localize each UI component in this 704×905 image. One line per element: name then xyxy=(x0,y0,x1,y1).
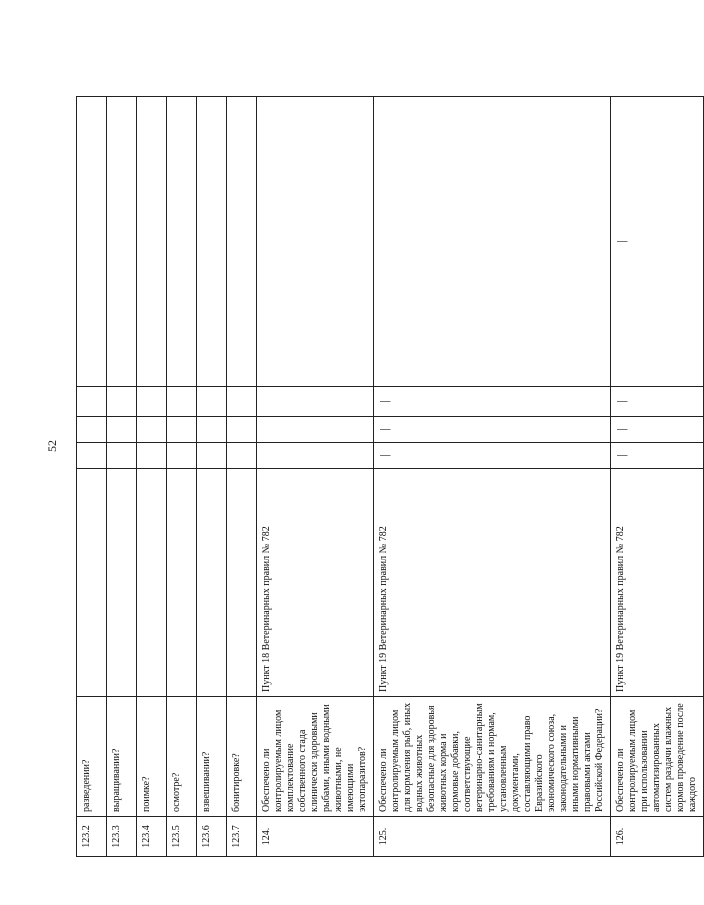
note-cell xyxy=(197,97,227,387)
checklist-body xyxy=(77,97,704,857)
answer-na-cell: | xyxy=(611,387,704,417)
item-number: 123.3 xyxy=(107,817,137,857)
item-question: взвешивании? xyxy=(197,697,227,817)
item-question: поимке? xyxy=(137,697,167,817)
item-number: 123.6 xyxy=(197,817,227,857)
answer-yes-cell xyxy=(77,443,107,469)
table-row xyxy=(374,97,611,857)
item-requisites xyxy=(137,469,167,697)
answer-na-cell xyxy=(167,387,197,417)
note-cell: | xyxy=(611,97,704,387)
answer-yes-cell xyxy=(227,443,257,469)
answer-na-cell xyxy=(107,387,137,417)
item-requisites: Пункт 18 Ветеринарных правил № 782 xyxy=(257,469,374,697)
answer-no-cell xyxy=(77,417,107,443)
note-cell xyxy=(374,97,611,387)
answer-no-cell xyxy=(197,417,227,443)
item-number: 125. xyxy=(374,817,611,857)
item-requisites xyxy=(77,469,107,697)
note-cell xyxy=(137,97,167,387)
answer-yes-cell xyxy=(107,443,137,469)
item-number: 126. xyxy=(611,817,704,857)
answer-no-cell xyxy=(107,417,137,443)
answer-no-cell xyxy=(137,417,167,443)
answer-yes-cell: | xyxy=(374,443,611,469)
item-requisites: Пункт 19 Ветеринарных правил № 782 xyxy=(611,469,704,697)
checklist-table xyxy=(76,96,704,857)
answer-yes-cell xyxy=(257,443,374,469)
answer-no-cell xyxy=(257,417,374,443)
answer-yes-cell: | xyxy=(611,443,704,469)
item-question: разведении? xyxy=(77,697,107,817)
table-row xyxy=(77,97,107,857)
note-cell xyxy=(257,97,374,387)
table-row xyxy=(167,97,197,857)
answer-no-cell xyxy=(167,417,197,443)
answer-na-cell xyxy=(77,387,107,417)
item-question: Обеспечено ли контролируемым лицом для кормления рыб, иных водных животных безопасные для здоровья животных корма и кормовые добавки, соответствующие ветеринарно-санитарным требованиям и нормам, установленным документами, составляющими право Евразийского экономического союза, законодательными и иными нормативными правовыми актами Российской Федерации? xyxy=(374,697,611,817)
item-question: осмотре? xyxy=(167,697,197,817)
answer-na-cell: | xyxy=(374,387,611,417)
item-number: 123.5 xyxy=(167,817,197,857)
item-number: 123.7 xyxy=(227,817,257,857)
note-cell xyxy=(107,97,137,387)
answer-yes-cell xyxy=(167,443,197,469)
item-requisites xyxy=(167,469,197,697)
table-row xyxy=(257,97,374,857)
table-row xyxy=(137,97,167,857)
answer-na-cell xyxy=(257,387,374,417)
page-number: 52 xyxy=(45,440,59,452)
answer-yes-cell xyxy=(137,443,167,469)
item-number: 123.4 xyxy=(137,817,167,857)
answer-na-cell xyxy=(197,387,227,417)
answer-yes-cell xyxy=(197,443,227,469)
answer-no-cell: | xyxy=(374,417,611,443)
item-requisites: Пункт 19 Ветеринарных правил № 782 xyxy=(374,469,611,697)
answer-na-cell xyxy=(137,387,167,417)
checklist-table-wrapper xyxy=(76,97,698,857)
note-cell xyxy=(167,97,197,387)
note-cell xyxy=(227,97,257,387)
item-number: 124. xyxy=(257,817,374,857)
item-requisites xyxy=(227,469,257,697)
table-row xyxy=(227,97,257,857)
answer-no-cell: | xyxy=(611,417,704,443)
table-row xyxy=(197,97,227,857)
item-question: Обеспечено ли контролируемым лицом при использовании автоматизированных систем раздачи влажных кормов проведение после каждого xyxy=(611,697,704,817)
item-question: выращивании? xyxy=(107,697,137,817)
item-question: Обеспечено ли контролируемым лицом комплектование собственного стада клинически здоровыми рыбами, иными водными животными, не имеющими эктопаразитов? xyxy=(257,697,374,817)
item-number: 123.2 xyxy=(77,817,107,857)
item-question: бонитировке? xyxy=(227,697,257,817)
answer-no-cell xyxy=(227,417,257,443)
item-requisites xyxy=(107,469,137,697)
answer-na-cell xyxy=(227,387,257,417)
note-cell xyxy=(77,97,107,387)
item-requisites xyxy=(197,469,227,697)
table-row xyxy=(611,97,704,857)
table-row xyxy=(107,97,137,857)
